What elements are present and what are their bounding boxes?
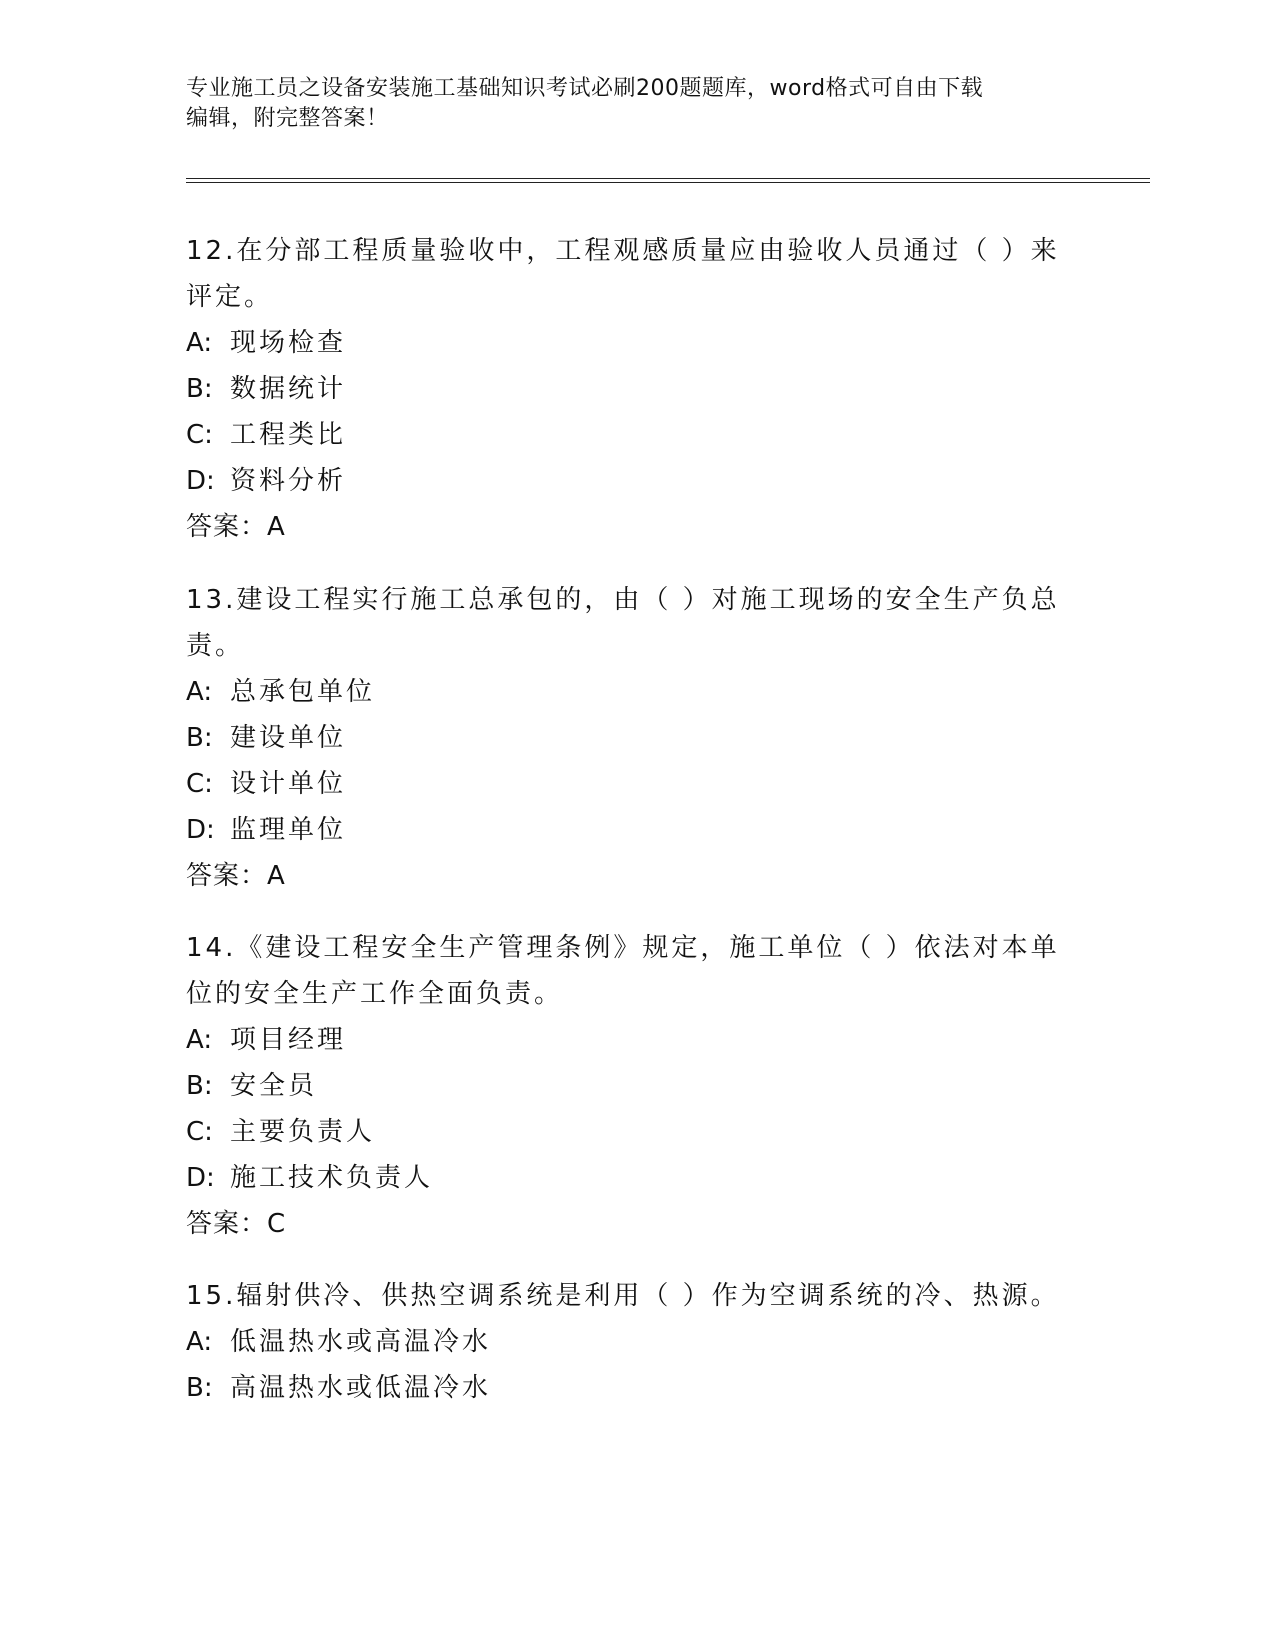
option-text: 施工技术负责人 — [230, 1163, 434, 1193]
option-text: 高温热水或低温冷水 — [230, 1373, 492, 1403]
option-c — [186, 1109, 1066, 1155]
stem-line: 14.《建设工程安全生产管理条例》规定，施工单位（ ）依法对本单 — [186, 933, 1060, 963]
option-text: 设计单位 — [230, 769, 347, 799]
document-header — [186, 74, 1066, 134]
answer-label: 答案： — [186, 512, 268, 542]
option-d — [186, 458, 1066, 504]
answer-line — [186, 853, 1066, 899]
question-13 — [186, 577, 1066, 899]
option-text: 总承包单位 — [230, 677, 376, 707]
option-b — [186, 715, 1066, 761]
option-b — [186, 1063, 1066, 1109]
option-key: B: — [186, 374, 213, 404]
option-text: 资料分析 — [230, 466, 347, 496]
question-stem — [186, 925, 1066, 1017]
question-stem — [186, 1273, 1066, 1319]
question-12 — [186, 228, 1066, 550]
answer-label: 答案： — [186, 1209, 268, 1239]
option-key: A: — [186, 677, 213, 707]
option-key: A: — [186, 1025, 213, 1055]
question-14 — [186, 925, 1066, 1247]
option-c — [186, 761, 1066, 807]
option-a — [186, 669, 1066, 715]
question-stem — [186, 228, 1066, 320]
answer-line — [186, 1201, 1066, 1247]
option-a — [186, 1017, 1066, 1063]
header-line-1: 专业施工员之设备安装施工基础知识考试必刷200题题库，word格式可自由下载 — [186, 76, 984, 101]
option-b — [186, 1365, 1066, 1411]
stem-line: 13.建设工程实行施工总承包的，由（ ）对施工现场的安全生产负总 — [186, 585, 1060, 615]
answer-value: C — [267, 1209, 287, 1239]
option-text: 建设单位 — [230, 723, 347, 753]
option-key: A: — [186, 1327, 213, 1357]
option-b — [186, 366, 1066, 412]
option-key: C: — [186, 420, 213, 450]
option-key: C: — [186, 769, 213, 799]
option-key: D: — [186, 815, 215, 845]
answer-value: A — [267, 512, 286, 542]
option-key: B: — [186, 1373, 213, 1403]
stem-line: 责。 — [186, 631, 245, 661]
answer-label: 答案： — [186, 861, 268, 891]
option-text: 现场检查 — [230, 328, 347, 358]
question-15 — [186, 1273, 1066, 1411]
option-text: 项目经理 — [230, 1025, 347, 1055]
option-key: C: — [186, 1117, 213, 1147]
option-text: 安全员 — [230, 1071, 318, 1101]
option-key: D: — [186, 466, 215, 496]
option-key: D: — [186, 1163, 215, 1193]
option-key: B: — [186, 723, 213, 753]
answer-line — [186, 504, 1066, 550]
header-line-2: 编辑，附完整答案！ — [186, 106, 389, 131]
option-text: 主要负责人 — [230, 1117, 376, 1147]
stem-line: 位的安全生产工作全面负责。 — [186, 979, 564, 1009]
header-divider-bottom — [186, 182, 1150, 183]
answer-value: A — [267, 861, 286, 891]
option-text: 监理单位 — [230, 815, 347, 845]
option-d — [186, 807, 1066, 853]
option-text: 低温热水或高温冷水 — [230, 1327, 492, 1357]
option-text: 工程类比 — [230, 420, 347, 450]
option-text: 数据统计 — [230, 374, 347, 404]
option-d — [186, 1155, 1066, 1201]
stem-line: 15.辐射供冷、供热空调系统是利用（ ）作为空调系统的冷、热源。 — [186, 1281, 1060, 1311]
question-stem — [186, 577, 1066, 669]
stem-line: 评定。 — [186, 282, 274, 312]
option-c — [186, 412, 1066, 458]
option-key: A: — [186, 328, 213, 358]
option-key: B: — [186, 1071, 213, 1101]
option-a — [186, 320, 1066, 366]
option-a — [186, 1319, 1066, 1365]
stem-line: 12.在分部工程质量验收中，工程观感质量应由验收人员通过（ ）来 — [186, 236, 1060, 266]
header-divider-top — [186, 178, 1150, 179]
